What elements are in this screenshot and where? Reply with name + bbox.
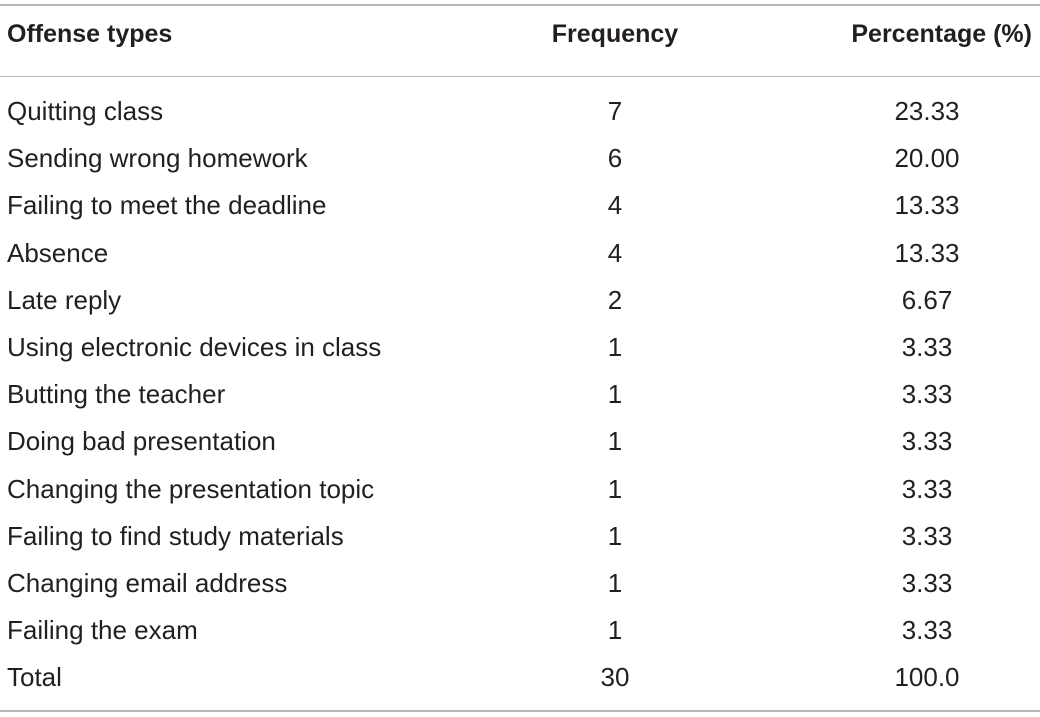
- percentage-cell: 3.33: [901, 567, 953, 598]
- table-header-rule: [0, 76, 1040, 77]
- percentage-cell: 3.33: [901, 331, 953, 362]
- offense-cell: Doing bad presentation: [7, 426, 276, 457]
- table-row: [0, 607, 1040, 654]
- frequency-cell: 7: [607, 96, 623, 126]
- table-row: [0, 230, 1040, 277]
- table-row: [0, 466, 1040, 513]
- table-top-rule: [0, 4, 1040, 6]
- offense-cell: Failing to meet the deadline: [7, 190, 327, 221]
- header-offense-types: Offense types: [7, 20, 173, 48]
- table-row: [0, 371, 1040, 418]
- offense-cell: Total: [7, 662, 62, 693]
- table-row: [0, 324, 1040, 371]
- frequency-cell: 4: [607, 190, 623, 221]
- offense-cell: Failing the exam: [7, 615, 198, 646]
- frequency-cell: 1: [607, 426, 623, 457]
- table-row: [0, 513, 1040, 560]
- percentage-cell: 100.0: [894, 662, 960, 693]
- frequency-cell: 1: [607, 473, 623, 504]
- offense-cell: Using electronic devices in class: [7, 331, 382, 362]
- table-row: [0, 182, 1040, 229]
- table-header-row: [0, 20, 1040, 64]
- offense-cell: Quitting class: [7, 96, 164, 126]
- header-percentage: Percentage (%): [851, 20, 1032, 48]
- frequency-cell: 1: [607, 331, 623, 362]
- frequency-cell: 1: [607, 567, 623, 598]
- percentage-cell: 3.33: [901, 426, 953, 457]
- frequency-cell: 4: [607, 237, 623, 268]
- offense-cell: Late reply: [7, 284, 122, 315]
- table-body: [0, 88, 1040, 701]
- frequency-cell: 1: [607, 379, 623, 410]
- percentage-cell: 3.33: [901, 473, 953, 504]
- table-row: [0, 560, 1040, 607]
- frequency-cell: 30: [600, 662, 630, 693]
- frequency-cell: 6: [607, 143, 623, 174]
- frequency-cell: 2: [607, 284, 623, 315]
- frequency-cell: 1: [607, 615, 623, 646]
- percentage-cell: 3.33: [901, 615, 953, 646]
- percentage-cell: 13.33: [894, 190, 960, 221]
- offense-cell: Sending wrong homework: [7, 143, 308, 174]
- percentage-cell: 23.33: [894, 96, 960, 126]
- table-row: [0, 277, 1040, 324]
- percentage-cell: 6.67: [901, 284, 953, 315]
- table-row-total: [0, 654, 1040, 701]
- table-row: [0, 418, 1040, 465]
- table-bottom-rule: [0, 710, 1040, 712]
- header-frequency: Frequency: [551, 20, 679, 48]
- offense-cell: Butting the teacher: [7, 379, 226, 410]
- percentage-cell: 3.33: [901, 379, 953, 410]
- percentage-cell: 20.00: [894, 143, 960, 174]
- percentage-cell: 3.33: [901, 520, 953, 551]
- offense-cell: Changing the presentation topic: [7, 473, 375, 504]
- offense-cell: Failing to find study materials: [7, 520, 344, 551]
- offense-cell: Absence: [7, 237, 109, 268]
- table-row: [0, 135, 1040, 182]
- percentage-cell: 13.33: [894, 237, 960, 268]
- offense-cell: Changing email address: [7, 567, 288, 598]
- frequency-cell: 1: [607, 520, 623, 551]
- table-row: [0, 88, 1040, 135]
